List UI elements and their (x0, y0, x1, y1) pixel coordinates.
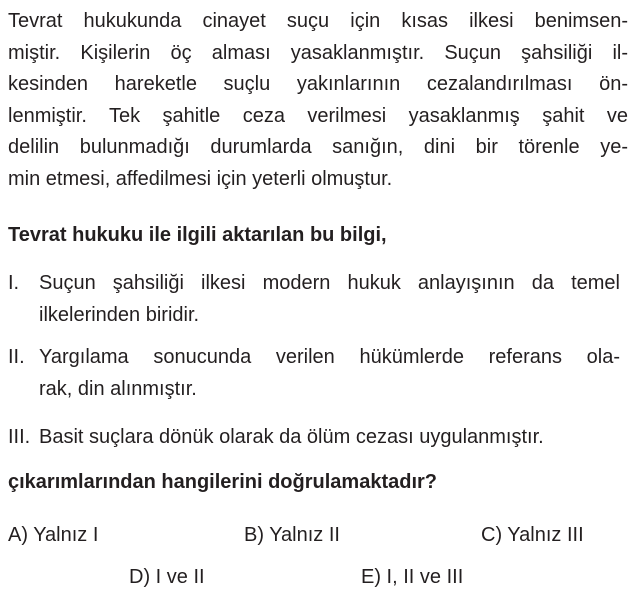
statement-line: Yargılama sonucunda verilen hükümlerde referans ola- (39, 346, 620, 368)
statement-line: ilkelerinden biridir. (39, 303, 200, 326)
passage-line: Tevrat hukukunda cinayet suçu için kısas ilkesi benimsen- (8, 10, 628, 32)
statement-i (8, 268, 620, 331)
statement-number: II. (8, 346, 25, 368)
statement-number: III. (8, 426, 31, 448)
statement-iii (8, 422, 620, 454)
passage-line: lenmiştir. Tek şahitle ceza verilmesi yasaklanmış şahit ve (8, 104, 628, 127)
passage-line: delilin bulunmadığı durumlarda sanığın, dini bir törenle ye- (8, 136, 628, 158)
passage-line: kesinden hareketle suçlu yakınlarının cezalandırılması ön- (8, 73, 628, 95)
statement-body (39, 422, 620, 454)
option-e[interactable]: E) I, II ve III (361, 566, 464, 588)
question-text: çıkarımlarından hangilerini doğrulamaktadır? (8, 471, 437, 493)
question-stem: Tevrat hukuku ile ilgili aktarılan bu bilgi, (8, 224, 387, 246)
passage-line: min etmesi, affedilmesi için yeterli olmuştur. (8, 167, 393, 190)
option-b[interactable]: B) Yalnız II (244, 524, 340, 546)
option-c[interactable]: C) Yalnız III (481, 524, 584, 546)
statement-number: I. (8, 272, 20, 294)
passage-line: miştir. Kişilerin öç alması yasaklanmıştır. Suçun şahsiliği il- (8, 41, 628, 64)
option-d[interactable]: D) I ve II (129, 566, 205, 588)
statement-line: rak, din alınmıştır. (39, 377, 197, 400)
statement-body (39, 268, 620, 331)
passage-text (8, 6, 628, 195)
statement-body (39, 342, 620, 405)
statement-line: Basit suçlara dönük olarak da ölüm cezası uygulanmıştır. (39, 426, 544, 448)
statement-ii (8, 342, 620, 405)
option-a[interactable]: A) Yalnız I (8, 524, 99, 546)
statement-line: Suçun şahsiliği ilkesi modern hukuk anlayışının da temel (39, 272, 620, 294)
